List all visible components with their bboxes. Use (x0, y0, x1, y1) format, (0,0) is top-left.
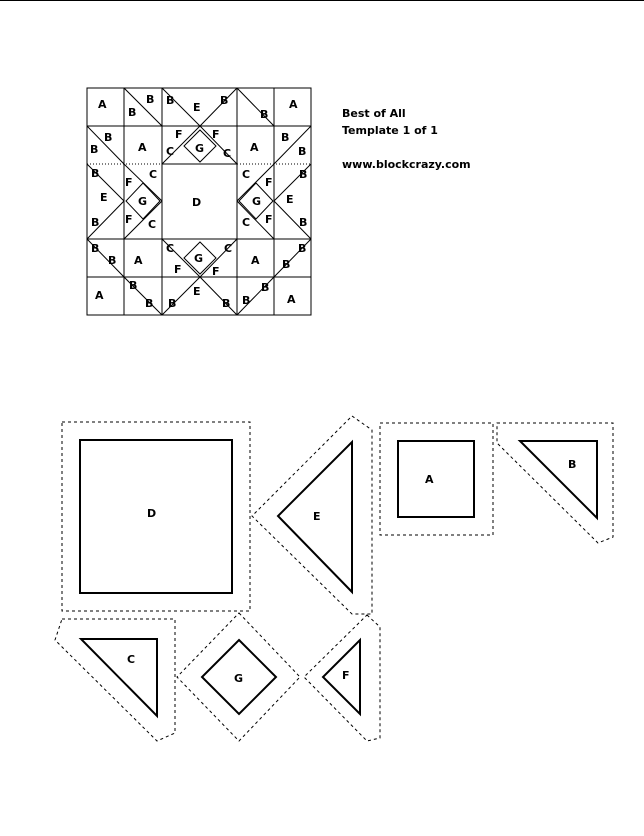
block-label-b: B (145, 297, 154, 310)
block-label-b: B (90, 143, 99, 156)
block-label-g: G (138, 195, 148, 208)
template-label-e: E (313, 510, 321, 523)
block-label-c: C (149, 168, 158, 181)
template-label-d: D (147, 507, 157, 520)
template-label-c: C (127, 653, 136, 666)
block-label-b: B (222, 297, 231, 310)
template-e (252, 416, 372, 614)
block-label-d: D (192, 196, 202, 209)
block-label-e: E (193, 285, 201, 298)
block-label-b: B (298, 242, 307, 255)
block-label-b: B (146, 93, 155, 106)
template-label-f: F (342, 669, 350, 682)
block-label-c: C (224, 242, 233, 255)
block-label-g: G (194, 252, 204, 265)
block-label-c: C (148, 218, 157, 231)
block-label-c: C (242, 216, 251, 229)
block-label-f: F (175, 128, 183, 141)
block-label-g: G (252, 195, 262, 208)
template-a (380, 423, 493, 535)
block-label-b: B (299, 168, 308, 181)
block-label-b: B (128, 106, 137, 119)
block-label-b: B (91, 216, 100, 229)
seam-allowance-a (380, 423, 493, 535)
block-label-f: F (265, 176, 273, 189)
block-label-a: A (251, 254, 260, 267)
block-label-c: C (223, 147, 232, 160)
block-label-a: A (98, 98, 107, 111)
block-label-a: A (289, 98, 298, 111)
block-label-f: F (125, 213, 133, 226)
block-label-b: B (91, 242, 100, 255)
block-label-e: E (100, 191, 108, 204)
block-label-f: F (174, 263, 182, 276)
block-label-g: G (195, 142, 205, 155)
block-label-f: F (212, 265, 220, 278)
block-label-b: B (168, 297, 177, 310)
block-label-f: F (212, 128, 220, 141)
block-label-b: B (298, 145, 307, 158)
block-label-b: B (91, 167, 100, 180)
document-title: Best of All (342, 107, 406, 120)
template-label-g: G (234, 672, 244, 685)
block-label-f: F (125, 176, 133, 189)
block-label-a: A (287, 293, 296, 306)
block-label-b: B (220, 94, 229, 107)
block-label-c: C (166, 145, 175, 158)
block-label-b: B (299, 216, 308, 229)
document-subtitle: Template 1 of 1 (342, 124, 438, 137)
template-label-b: B (568, 458, 577, 471)
block-label-a: A (95, 289, 104, 302)
block-label-b: B (129, 279, 138, 292)
block-label-b: B (260, 108, 269, 121)
template-label-a: A (425, 473, 434, 486)
block-label-a: A (134, 254, 143, 267)
block-label-b: B (104, 131, 113, 144)
block-label-b: B (281, 131, 290, 144)
block-label-a: A (138, 141, 147, 154)
templates (55, 416, 613, 741)
block-label-f: F (265, 213, 273, 226)
website-link[interactable]: www.blockcrazy.com (342, 158, 471, 171)
seam-allowance-e (252, 416, 372, 614)
block-label-c: C (166, 242, 175, 255)
block-label-e: E (286, 193, 294, 206)
block-label-b: B (242, 294, 251, 307)
block-label-b: B (166, 94, 175, 107)
cut-line-b (520, 441, 597, 518)
block-label-e: E (193, 101, 201, 114)
template-b (497, 423, 613, 543)
cut-line-a (398, 441, 474, 517)
block-label-b: B (261, 281, 270, 294)
block-label-a: A (250, 141, 259, 154)
block-label-b: B (108, 254, 117, 267)
block-label-c: C (242, 168, 251, 181)
block-label-b: B (282, 258, 291, 271)
template-c (55, 619, 175, 741)
